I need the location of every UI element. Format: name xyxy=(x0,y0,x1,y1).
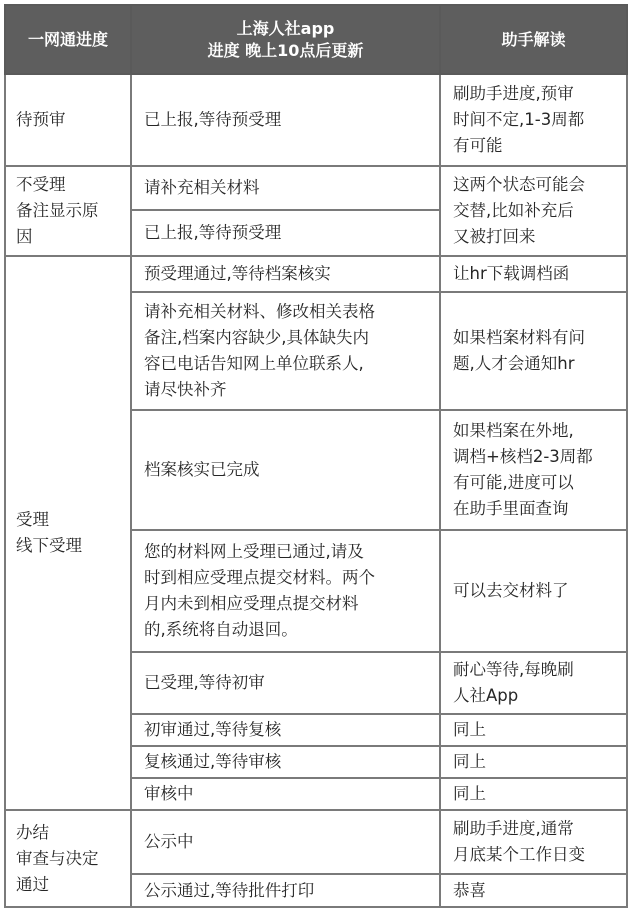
note-cell: 如果档案材料有问 题,人才会通知hr xyxy=(440,292,627,410)
status-cell: 档案核实已完成 xyxy=(131,410,440,530)
status-cell: 审核中 xyxy=(131,778,440,810)
status-cell: 请补充相关材料、修改相关表格 备注,档案内容缺少,具体缺失内 容已电话告知网上单位联系人, 请尽快补齐 xyxy=(131,292,440,410)
stage-cell: 受理 线下受理 xyxy=(5,256,131,810)
header-row xyxy=(5,5,627,74)
progress-table xyxy=(4,4,628,908)
note-cell: 同上 xyxy=(440,778,627,810)
note-cell: 同上 xyxy=(440,714,627,746)
note-cell: 这两个状态可能会 交替,比如补充后 又被打回来 xyxy=(440,166,627,256)
status-cell: 已受理,等待初审 xyxy=(131,652,440,714)
table-row xyxy=(5,256,627,292)
note-cell: 刷助手进度,通常 月底某个工作日变 xyxy=(440,810,627,874)
header-progress: 一网通进度 xyxy=(5,5,131,74)
note-cell: 让hr下载调档函 xyxy=(440,256,627,292)
header-assistant-note: 助手解读 xyxy=(440,5,627,74)
status-cell: 预受理通过,等待档案核实 xyxy=(131,256,440,292)
note-cell: 刷助手进度,预审 时间不定,1-3周都 有可能 xyxy=(440,74,627,166)
status-cell: 已上报,等待预受理 xyxy=(131,74,440,166)
header-app-status: 上海人社app 进度 晚上10点后更新 xyxy=(131,5,440,74)
table-row xyxy=(5,810,627,874)
status-cell: 公示通过,等待批件打印 xyxy=(131,874,440,907)
note-cell: 恭喜 xyxy=(440,874,627,907)
table-row xyxy=(5,166,627,210)
note-cell: 如果档案在外地, 调档+核档2-3周都 有可能,进度可以 在助手里面查询 xyxy=(440,410,627,530)
status-cell: 已上报,等待预受理 xyxy=(131,210,440,256)
stage-cell: 不受理 备注显示原 因 xyxy=(5,166,131,256)
note-cell: 同上 xyxy=(440,746,627,778)
stage-cell: 待预审 xyxy=(5,74,131,166)
table-row xyxy=(5,74,627,166)
status-cell: 复核通过,等待审核 xyxy=(131,746,440,778)
stage-cell: 办结 审查与决定 通过 xyxy=(5,810,131,907)
status-cell: 公示中 xyxy=(131,810,440,874)
note-cell: 可以去交材料了 xyxy=(440,530,627,652)
status-cell: 请补充相关材料 xyxy=(131,166,440,210)
status-cell: 初审通过,等待复核 xyxy=(131,714,440,746)
status-cell: 您的材料网上受理已通过,请及 时到相应受理点提交材料。两个 月内未到相应受理点提交材料 的,系统将自动退回。 xyxy=(131,530,440,652)
note-cell: 耐心等待,每晚刷 人社App xyxy=(440,652,627,714)
